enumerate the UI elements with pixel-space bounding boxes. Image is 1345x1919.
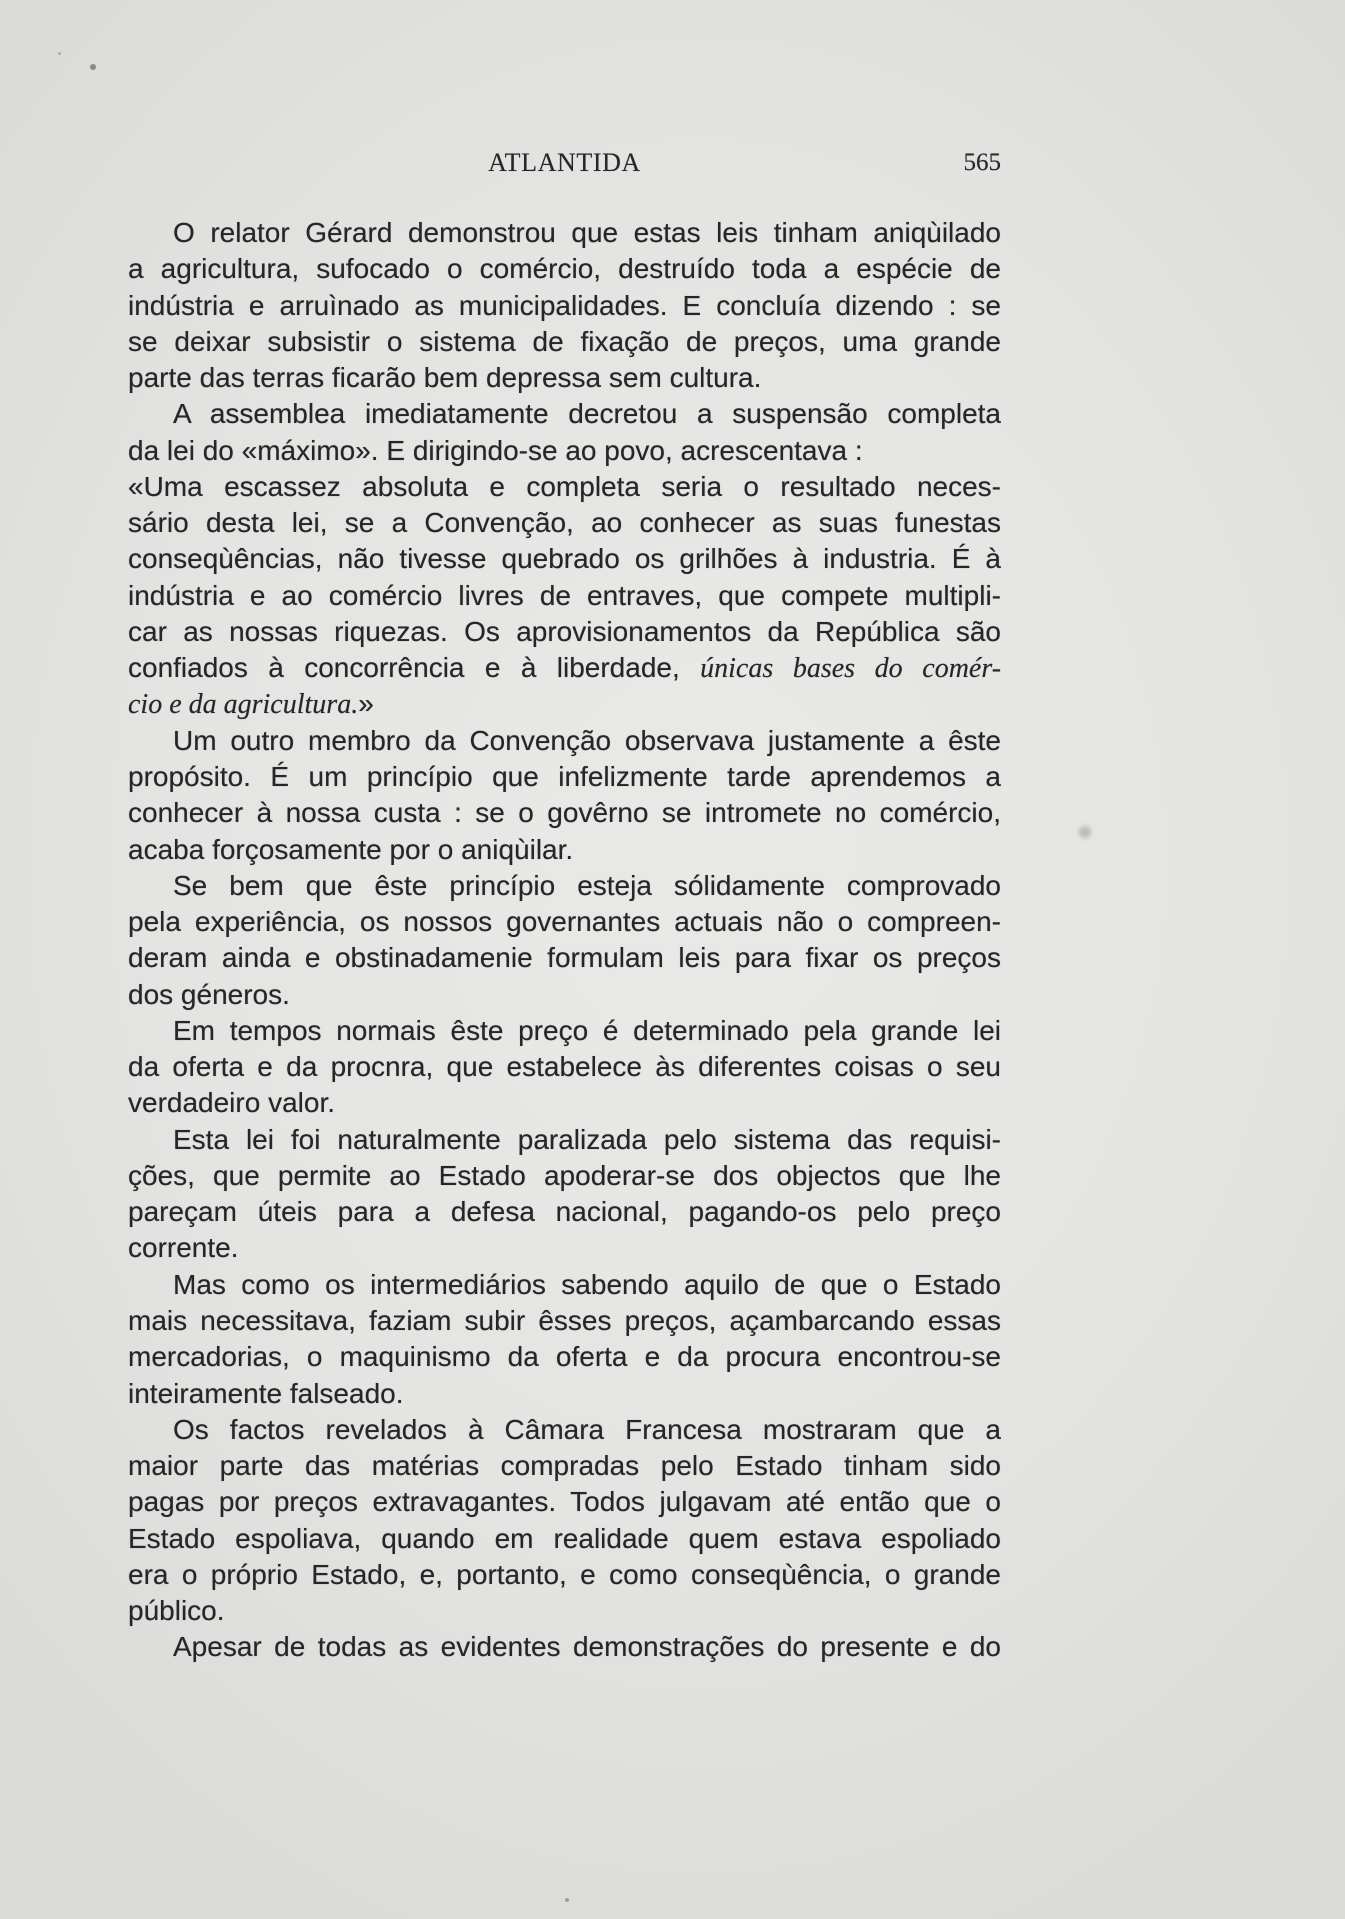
running-title: ATLANTIDA [488,148,641,177]
text-line: propósito. É um princípio que infelizmente tarde aprendemos a [128,760,1001,792]
text-line: ções, que permite ao Estado apoderar-se dos objectos que lhe [128,1159,1001,1191]
paragraph [128,1412,1001,1630]
text-line: Apesar de todas as evidentes demonstrações do presente e do [173,1631,1001,1663]
paragraph [128,1122,1001,1267]
text-line: Mas como os intermediários sabendo aquilo de que o Estado [173,1268,1001,1300]
text-line: maior parte das matérias compradas pelo Estado tinham sido [128,1450,1001,1482]
text-line: pareçam úteis para a defesa nacional, pagando-os pelo preço [128,1196,1001,1228]
text-line: da oferta e da procnra, que estabelece às diferentes coisas o seu [128,1051,1001,1083]
text-line: corrente. [128,1232,239,1264]
paragraph [128,1267,1001,1412]
text-line: O relator Gérard demonstrou que estas leis tinham aniqùilado [173,217,1001,248]
body-text [128,215,1001,1666]
text-line: car as nossas riquezas. Os aprovisionamentos da República são [128,615,1001,647]
text-line: Se bem que êste princípio esteja sólidamente comprovado [173,869,1001,901]
paper-speck [565,1898,569,1902]
text-line: conseqùências, não tivesse quebrado os grilhões à industria. É à [128,543,1001,575]
text-line: verdadeiro valor. [128,1087,336,1119]
paragraph [128,1013,1001,1122]
text-line: dos géneros. [128,978,290,1010]
text-line: conhecer à nossa custa : se o govêrno se intromete no comércio, [128,797,1001,829]
text-line: Os factos revelados à Câmara Francesa mostraram que a [173,1413,1001,1445]
text-line: sário desta lei, se a Convenção, ao conhecer as suas funestas [128,507,1001,539]
text-line: pagas por preços extravagantes. Todos julgavam até então que o [128,1486,1001,1518]
quotation [128,469,1001,723]
text-line: indústria e ao comércio livres de entraves, que compete multipli- [128,579,1001,611]
paper-speck [1079,826,1091,838]
text-line: público. [128,1595,225,1627]
paragraph [128,868,1001,1013]
text-line: «Uma escassez absoluta e completa seria o resultado neces- [128,470,1001,502]
paragraph [128,723,1001,868]
text-line: Um outro membro da Convenção observava justamente a êste [173,724,1001,756]
text-line: Em tempos normais êste preço é determinado pela grande lei [173,1014,1001,1046]
closing-quote: » [358,688,374,720]
text-line: da lei do «máximo». E dirigindo-se ao povo, acrescentava : [128,434,863,466]
text-line [128,650,1001,686]
text-line: indústria e arruìnado as municipalidades. E concluía dizendo : se [128,289,1001,321]
text-line: parte das terras ficarão bem depressa sem cultura. [128,362,762,394]
text-line: A assemblea imediatamente decretou a suspensão completa [173,398,1001,430]
text-line: mais necessitava, faziam subir êsses preços, açambarcando essas [128,1304,1001,1336]
text-line: mercadorias, o maquinismo da oferta e da procura encontrou-se [128,1341,1001,1373]
text-line: pela experiência, os nossos governantes actuais não o compreen- [128,906,1001,938]
paper-speck [58,52,61,55]
text-line: Estado espoliava, quando em realidade quem estava espoliado [128,1522,1001,1554]
text-line: era o próprio Estado, e, portanto, e como conseqùência, o grande [128,1558,1001,1590]
italic-text: cio e da agricultura. [128,689,359,721]
paragraph [128,396,1001,469]
paragraph [128,1629,1001,1665]
text-line: inteiramente falseado. [128,1377,404,1409]
text-line: Esta lei foi naturalmente paralizada pelo sistema das requisi- [173,1123,1001,1155]
text-line [128,686,1001,722]
paragraph [128,215,1001,396]
italic-text: únicas bases do comér- [700,653,1002,685]
text-line: acaba forçosamente por o aniqùilar. [128,833,574,865]
text-line: se deixar subsistir o sistema de fixação de preços, uma grande [128,325,1001,357]
running-head [128,145,1001,181]
text-line: deram ainda e obstinadamenie formulam leis para fixar os preços [128,942,1001,974]
page-number: 565 [963,149,1001,176]
paper-speck [90,64,96,70]
text-line: a agricultura, sufocado o comércio, destruído toda a espécie de [128,253,1001,285]
roman-text: confiados à concorrência e à liberdade, [128,652,680,684]
